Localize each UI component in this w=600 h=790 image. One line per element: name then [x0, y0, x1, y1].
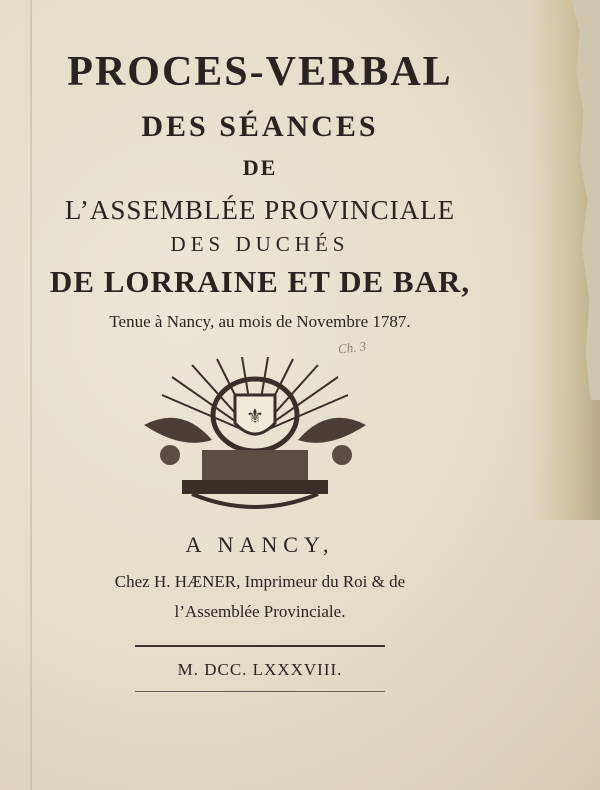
subtitle-lorraine: DE LORRAINE ET DE BAR,	[49, 264, 471, 299]
title: PROCES-VERBAL	[67, 49, 453, 95]
subtitle-seances: DES SÉANCES	[141, 110, 379, 143]
imprint-city: A NANCY,	[185, 532, 335, 557]
imprint-assembly: l’Assemblée Provinciale.	[174, 602, 346, 621]
svg-text:⚜: ⚜	[246, 406, 264, 428]
rule-bottom	[135, 691, 385, 692]
session-note: Tenue à Nancy, au mois de Novembre 1787.	[109, 312, 411, 331]
fleur-de-lis-escutcheon-icon	[142, 355, 368, 520]
subtitle-duches: DES DUCHÉS	[170, 232, 350, 256]
rule-top	[135, 645, 385, 647]
publication-date: M. DCC. LXXXVIII.	[177, 660, 343, 679]
handwritten-note: Ch. 3	[337, 338, 367, 357]
subtitle-assemblee: L’ASSEMBLÉE PROVINCIALE	[64, 195, 456, 225]
imprint-printer: Chez H. HÆNER, Imprimeur du Roi & de	[114, 572, 406, 591]
subtitle-de: DE	[242, 155, 278, 180]
